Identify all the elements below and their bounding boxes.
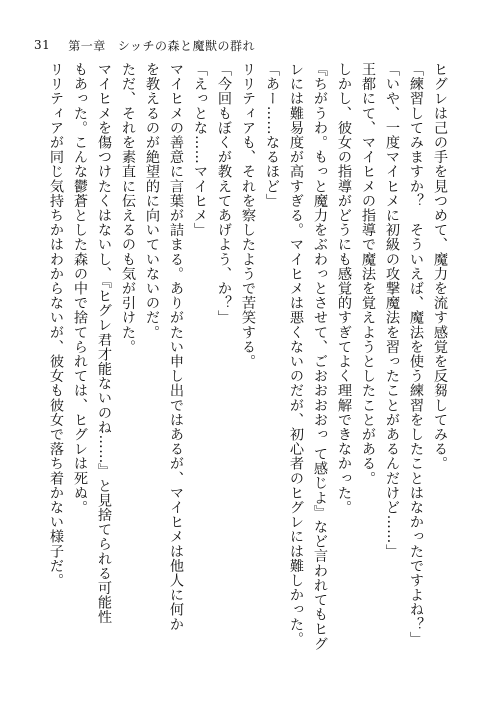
text-line-5: しかし、彼女の指導がどうにも感覚的すぎてよく理解できなかった。 (336, 62, 352, 515)
text-line-1: ヒグレは己の手を見つめて、魔力を流す感覚を反芻してみる。 (432, 62, 448, 471)
text-line-9: リリティアも、それを察したようで苦笑する。 (240, 62, 256, 369)
text-line-14: ただ、それを素直に伝えるのも気が引けた。 (120, 62, 136, 354)
text-line-17: リリティアが同じ気持ちかはわからないが、彼女も彼女で落ち着かない様子だ。 (48, 62, 64, 588)
text-line-16: もあった。こんな鬱蒼とした森の中で捨てられては、ヒグレは死ぬ。 (72, 62, 88, 515)
chapter-heading (68, 37, 255, 54)
text-line-11: 「えっとな……マイヒメ」 (192, 62, 208, 238)
chapter-label: 第一章 (68, 38, 106, 53)
text-line-3: 「いや、一度マイヒメに初級の攻撃魔法を習ったことがあるんだけど……」 (384, 62, 400, 559)
page-number: 31 (34, 38, 51, 52)
text-line-7: レには難易度が高すぎる。マイヒメは悪くないのだが、初心者のヒグレには難しかった。 (288, 62, 304, 646)
text-line-4: 王都にて、マイヒメの指導で魔法を覚えようとしたことがある。 (360, 62, 376, 486)
page-header (34, 36, 255, 54)
text-line-12: マイヒメの善意に言葉が詰まる。ありがたい申し出ではあるが、マイヒメは他人に何か (168, 62, 184, 632)
text-line-2: 「練習してみますか？ そういえば、魔法を使う練習をしたことはなかったですよね？」 (408, 62, 424, 646)
vertical-body-text (32, 62, 452, 672)
text-line-8: 「あー……なるほど」 (264, 62, 280, 208)
chapter-title: シッチの森と魔獣の群れ (117, 38, 256, 53)
text-line-13: を教えるのが絶望的に向いていないのだ。 (144, 62, 160, 340)
text-line-15: マイヒメを傷つけたくはないし、『ヒグレ君才能ないのね……』と見捨てられる可能性 (96, 62, 112, 625)
text-line-6: 『ちがうわ。もっと魔力をぶわっとさせて、ごおおおおっ て感じよ』など言われてもヒグ (312, 62, 328, 651)
text-line-10: 「今回もぼくが教えてあげよう、か？」 (216, 62, 232, 325)
